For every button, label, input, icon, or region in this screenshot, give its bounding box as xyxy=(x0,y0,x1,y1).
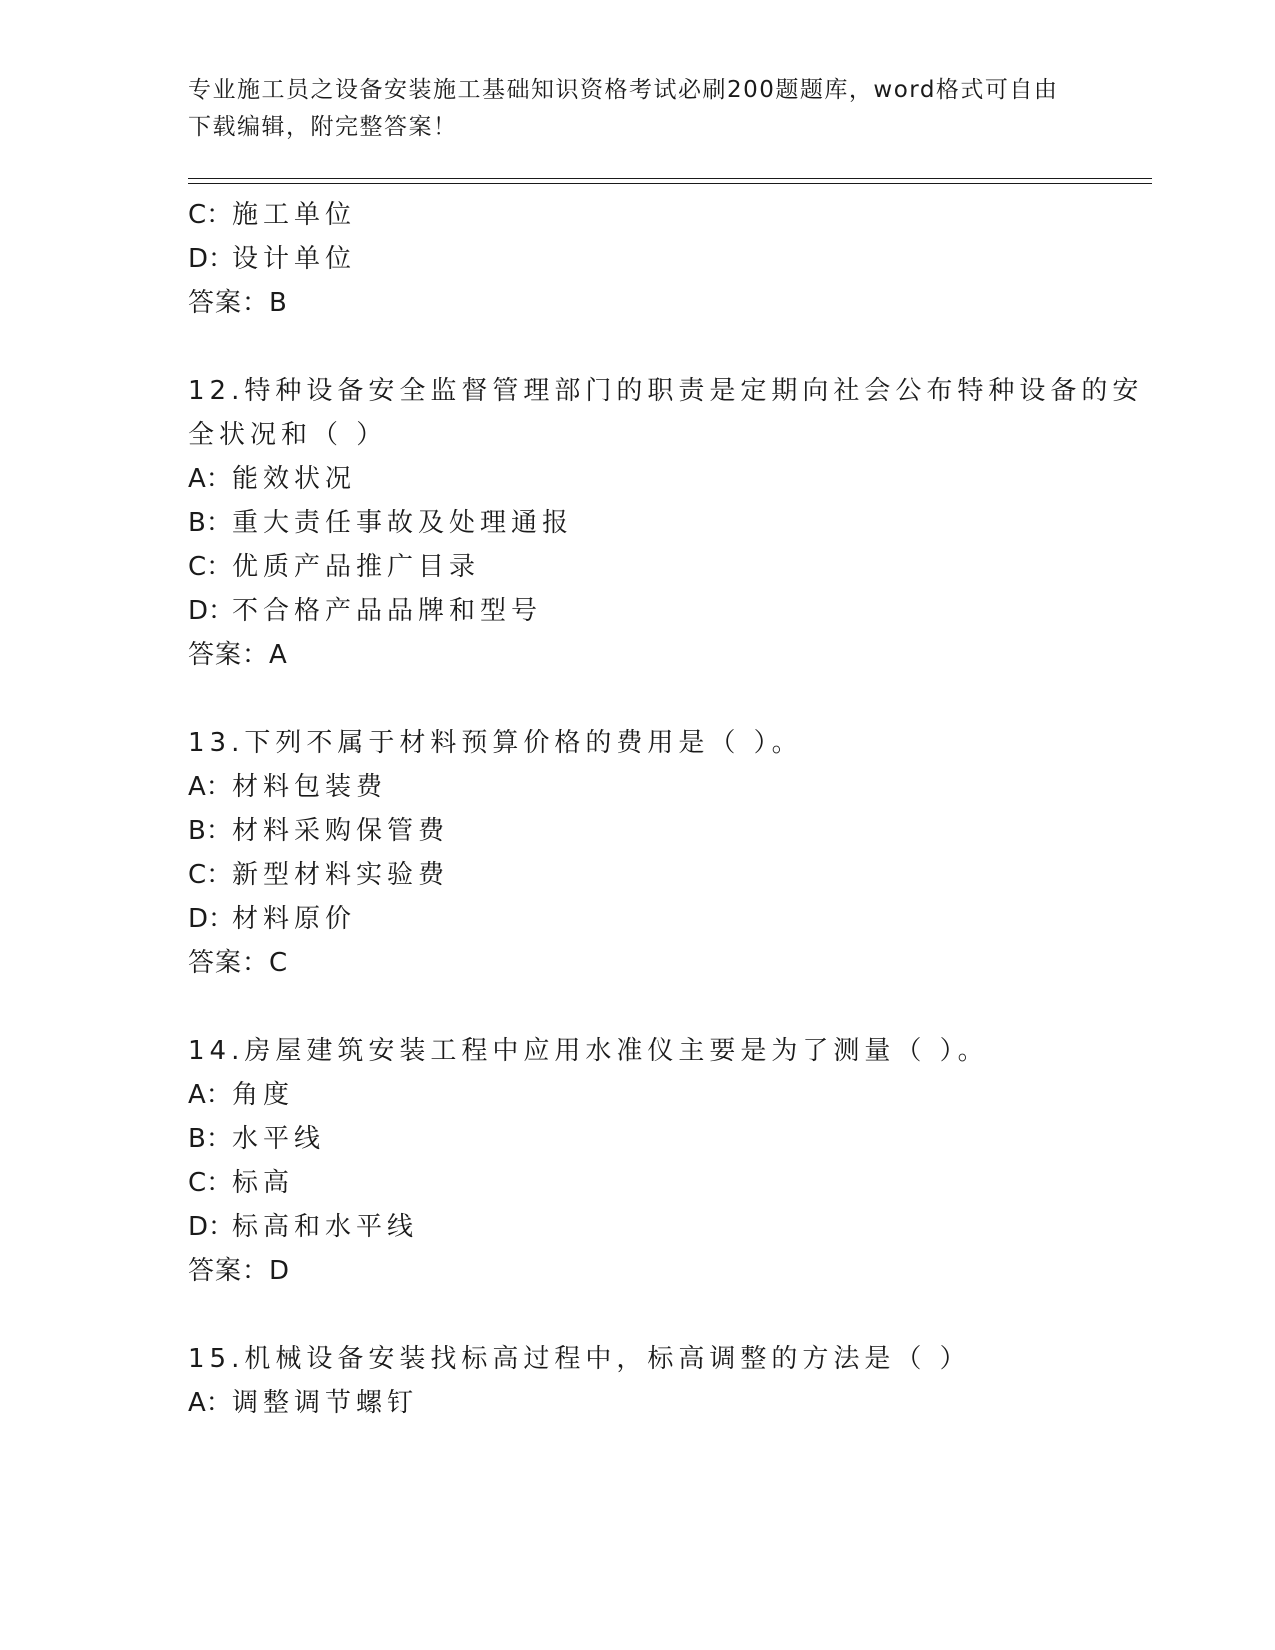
question-12-option-d xyxy=(188,590,542,627)
question-13-answer: 答案：C xyxy=(188,948,289,978)
option-text: 材料包装费 xyxy=(232,772,388,802)
answer-line: 答案：B xyxy=(188,288,288,318)
option-key: A： xyxy=(188,1080,232,1110)
option-key: C： xyxy=(188,860,233,890)
question-13-stem: 13.下列不属于材料预算价格的费用是（ ）。 xyxy=(188,728,803,758)
question-14-option-a xyxy=(188,1074,294,1111)
question-12-stem-line-2: 全状况和（ ） xyxy=(188,420,388,450)
option-key: D： xyxy=(188,596,235,626)
option-text: 新型材料实验费 xyxy=(232,860,450,890)
option-key: B： xyxy=(188,816,232,846)
question-14-option-b xyxy=(188,1118,325,1155)
question-14-stem: 14.房屋建筑安装工程中应用水准仪主要是为了测量（ ）。 xyxy=(188,1036,989,1066)
option-key: C： xyxy=(188,552,233,582)
option-c xyxy=(188,194,356,231)
option-text: 材料原价 xyxy=(232,904,357,934)
question-13-option-a xyxy=(188,766,387,803)
question-13-option-c xyxy=(188,854,449,891)
question-13-option-b xyxy=(188,810,449,847)
document-header xyxy=(188,72,1088,146)
option-key: C： xyxy=(188,200,233,230)
header-divider-top xyxy=(188,178,1152,179)
option-text: 能效状况 xyxy=(232,464,357,494)
header-divider-bottom xyxy=(188,183,1152,184)
option-key: A： xyxy=(188,464,232,494)
question-12-stem-line-1: 12.特种设备安全监督管理部门的职责是定期向社会公布特种设备的安 xyxy=(188,376,1144,406)
option-key: B： xyxy=(188,508,232,538)
question-15-option-a xyxy=(188,1382,418,1419)
option-key: D： xyxy=(188,244,235,274)
question-13-option-d xyxy=(188,898,356,935)
option-key: B： xyxy=(188,1124,232,1154)
option-key: C： xyxy=(188,1168,233,1198)
question-14-option-d xyxy=(188,1206,418,1243)
option-text: 标高 xyxy=(232,1168,295,1198)
header-line-1: 专业施工员之设备安装施工基础知识资格考试必刷200题题库，word格式可自由 xyxy=(188,77,1059,103)
option-d xyxy=(188,238,356,275)
question-12-option-c xyxy=(188,546,480,583)
question-12-option-a xyxy=(188,458,356,495)
option-text: 优质产品推广目录 xyxy=(232,552,481,582)
option-text: 水平线 xyxy=(232,1124,326,1154)
option-key: A： xyxy=(188,772,232,802)
header-line-2: 下载编辑，附完整答案！ xyxy=(188,114,458,140)
option-text: 不合格产品品牌和型号 xyxy=(232,596,543,626)
question-15-stem: 15.机械设备安装找标高过程中，标高调整的方法是（ ） xyxy=(188,1344,971,1374)
question-14-answer: 答案：D xyxy=(188,1256,291,1286)
option-text: 角度 xyxy=(232,1080,295,1110)
option-text: 施工单位 xyxy=(232,200,357,230)
option-key: D： xyxy=(188,1212,235,1242)
question-14-option-c xyxy=(188,1162,294,1199)
option-key: A： xyxy=(188,1388,232,1418)
option-text: 材料采购保管费 xyxy=(232,816,450,846)
option-text: 重大责任事故及处理通报 xyxy=(232,508,574,538)
option-key: D： xyxy=(188,904,235,934)
option-text: 调整调节螺钉 xyxy=(232,1388,419,1418)
option-text: 设计单位 xyxy=(232,244,357,274)
option-text: 标高和水平线 xyxy=(232,1212,419,1242)
question-12-option-b xyxy=(188,502,573,539)
question-12-answer: 答案：A xyxy=(188,640,288,670)
